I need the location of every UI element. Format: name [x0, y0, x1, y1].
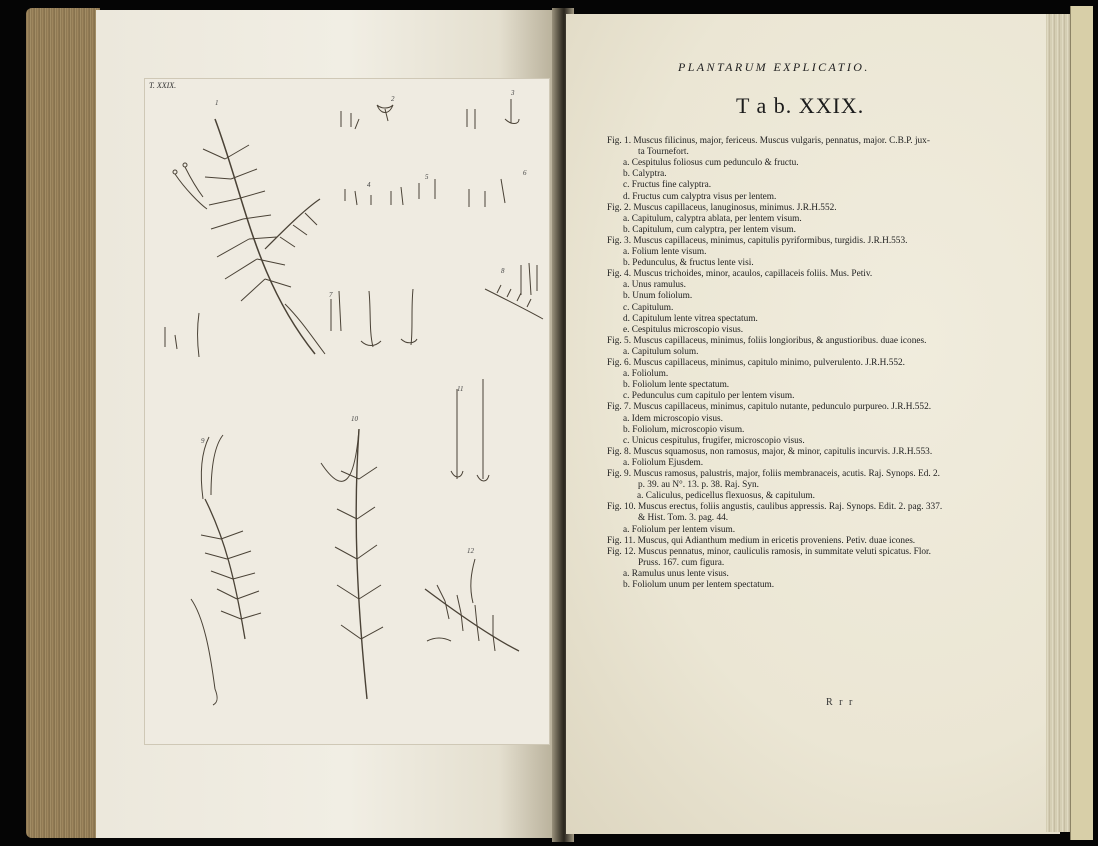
moss-illustrations	[145, 79, 549, 744]
figure-subentry: a. Capitulum, calyptra ablata, per lentem visum.	[623, 213, 802, 224]
running-header: PLANTARUM EXPLICATIO.	[678, 60, 870, 74]
moss-figure-5	[331, 289, 413, 347]
figure-entry: Fig. 11. Muscus, qui Adianthum medium in ericetis proveniens. Petiv. duae icones.	[607, 535, 916, 546]
figure-subentry: a. Ramulus unus lente visus.	[623, 568, 729, 579]
moss-figure-10	[321, 429, 383, 699]
figure-subentry: a. Idem microscopio visus.	[623, 413, 723, 424]
figure-number: 1	[215, 99, 219, 107]
figure-subentry: a. Capitulum solum.	[623, 346, 699, 357]
figure-number: 12	[467, 547, 474, 555]
moss-figure-1	[173, 119, 325, 354]
figure-subentry: b. Foliolum unum per lentem spectatum.	[623, 580, 775, 590]
figure-subentry: b. Pedunculus, & fructus lente visi.	[623, 258, 754, 269]
book-cover	[1070, 6, 1093, 840]
figure-subentry: e. Cespitulus microscopio visus.	[623, 324, 744, 335]
figure-number: 2	[391, 95, 395, 103]
figure-subentry: b. Unum foliolum.	[623, 291, 693, 302]
moss-figure-11	[451, 379, 489, 481]
moss-figure-4	[341, 111, 359, 129]
figure-subentry: c. Unicus cespitulus, frugifer, microscopio visus.	[623, 435, 805, 446]
figure-entry: Fig. 6. Muscus capillaceus, minimus, capitulo minimo, pulverulento. J.R.H.552.	[607, 358, 905, 368]
moss-figure-3	[467, 99, 519, 129]
figure-subentry: b. Foliolum lente spectatum.	[623, 380, 730, 391]
plate-label: T. XXIX.	[149, 81, 177, 90]
plate-title: T a b. XXIX.	[736, 93, 865, 118]
figure-entry: Fig. 5. Muscus capillaceus, minimus, foliis longioribus, & angustioribus. duae icones.	[607, 335, 927, 346]
figure-number: 7	[329, 291, 333, 299]
figure-subentry: ta Tournefort.	[638, 147, 689, 158]
figure-subentry: & Hist. Tom. 3. pag. 44.	[638, 513, 729, 524]
figure-subentry: a. Folium lente visum.	[623, 247, 707, 257]
figure-entry: Fig. 4. Muscus trichoides, minor, acaulos, capillaceis foliis. Mus. Petiv.	[607, 269, 873, 280]
moss-figure-2	[377, 105, 393, 121]
figure-number: 6	[523, 169, 527, 177]
figure-entry: Fig. 9. Muscus ramosus, palustris, major, foliis membranaceis, acutis. Raj. Synops. Ed. 2.	[607, 469, 940, 479]
figure-subentry: a. Foliolum per lentem visum.	[623, 524, 736, 535]
moss-figure-8	[485, 285, 543, 319]
figure-number: 4	[367, 181, 371, 189]
figure-subentry: a. Unus ramulus.	[623, 280, 687, 291]
figure-entry: Fig. 10. Muscus erectus, foliis angustis, caulibus appressis. Raj. Synops. Edit. 2. pag. 337.	[607, 502, 943, 513]
figure-number: 10	[351, 415, 358, 423]
figure-subentry: Pruss. 167. cum figura.	[638, 557, 725, 568]
figure-subentry: a. Foliolum.	[623, 369, 669, 380]
moss-figure-9	[191, 435, 261, 705]
figure-subentry: d. Capitulum lente vitrea spectatum.	[623, 313, 758, 324]
figure-subentry: b. Foliolum, microscopio visum.	[623, 424, 745, 435]
figure-subentry: d. Fructus cum calyptra visus per lentem.	[623, 191, 777, 202]
signature-mark: R r r	[826, 697, 855, 708]
figure-entry: Fig. 3. Muscus capillaceus, minimus, capitulis pyriformibus, turgidis. J.R.H.553.	[607, 235, 908, 246]
left-page-edges	[26, 8, 100, 838]
figure-subentry: c. Pedunculus cum capitulo per lentem visum.	[623, 391, 795, 402]
figure-number: 8	[501, 267, 505, 275]
figure-number: 9	[201, 437, 205, 445]
figure-subentry: c. Fructus fine calyptra.	[623, 180, 712, 191]
figure-subentry: b. Capitulum, cum calyptra, per lentem visum.	[623, 224, 796, 235]
figure-subentry: a. Foliolum Ejusdem.	[623, 457, 704, 468]
figure-entry: Fig. 7. Muscus capillaceus, minimus, capitulo nutante, pedunculo purpureo. J.R.H.552.	[607, 402, 932, 413]
figure-entry: Fig. 1. Muscus filicinus, major, fericeus. Muscus vulgaris, pennatus, major. C.B.P. jux-	[607, 136, 930, 146]
figure-subentry: b. Calyptra.	[623, 169, 667, 180]
figure-entry: Fig. 8. Muscus squamosus, non ramosus, major, & minor, capitulis incurvis. J.R.H.553.	[607, 446, 933, 457]
figure-subentry: a. Caliculus, pedicellus flexuosus, & capitulum.	[637, 491, 815, 502]
moss-figure-12	[425, 559, 519, 651]
figure-number: 3	[511, 89, 515, 97]
botanical-plate	[144, 78, 550, 745]
figure-number: 5	[425, 173, 429, 181]
figure-number: 11	[457, 385, 464, 393]
figure-subentry: a. Cespitulus foliosus cum pedunculo & fructu.	[623, 158, 799, 169]
figure-subentry: p. 39. au N°. 13. p. 38. Raj. Syn.	[638, 480, 759, 491]
figure-entry: Fig. 2. Muscus capillaceus, lanuginosus, minimus. J.R.H.552.	[607, 202, 837, 213]
figure-subentry: c. Capitulum.	[623, 302, 674, 313]
figure-entry: Fig. 12. Muscus pennatus, minor, cauliculis ramosis, in summitate veluti spicatus. Flor.	[607, 546, 931, 557]
